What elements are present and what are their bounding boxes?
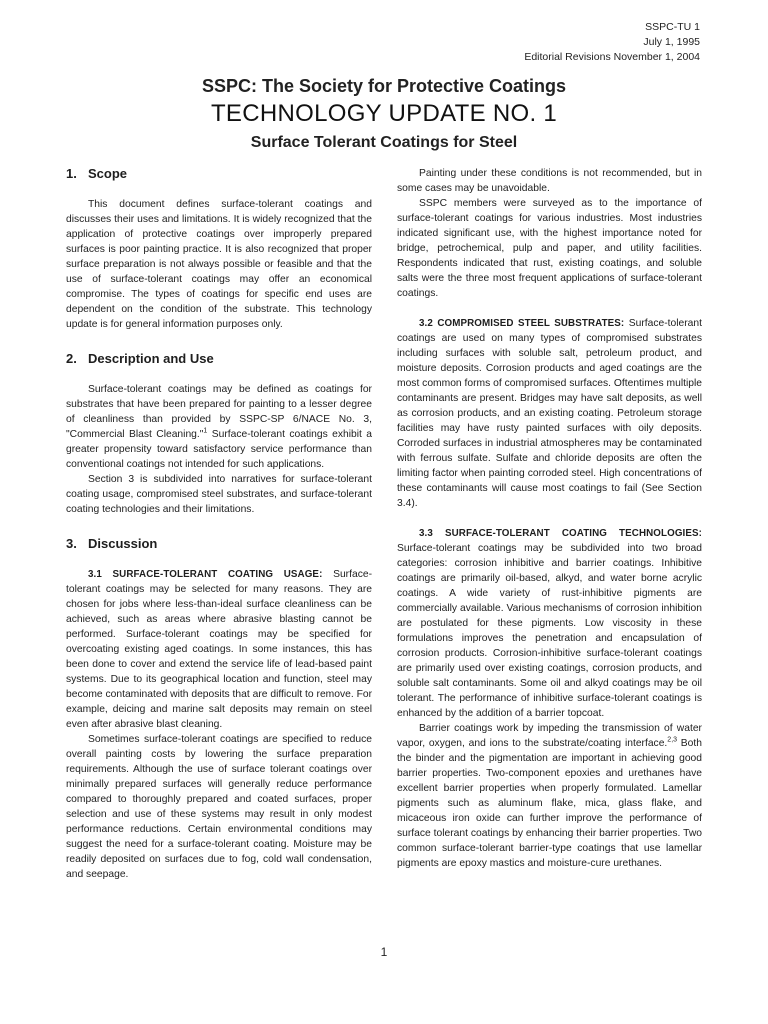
subsection-heading-3-3: 3.3 SURFACE-TOLERANT COATING TECHNOLOGIES: xyxy=(419,528,702,539)
description-text-cont: Surface-tolerant coatings exhibit a greater propensity toward satisfactory service performance than conventional coatings not intended for such applications. xyxy=(66,429,372,470)
description-paragraph-2: Section 3 is subdivided into narratives for surface-tolerant coating usage, compromised steel substrates, and surface-tolerant coating technologies and their limitations. xyxy=(66,474,372,515)
subsection-text: Barrier coatings work by impeding the transmission of water vapor, oxygen, and ions to the substrate/coating interface. xyxy=(397,723,702,749)
page-number: 1 xyxy=(380,945,388,959)
section-heading-description xyxy=(66,351,372,367)
footnote-ref: 2,3 xyxy=(667,736,678,744)
document-title: TECHNOLOGY UPDATE NO. 1 xyxy=(210,100,558,127)
subsection-3-1-paragraph-4: SSPC members were surveyed as to the importance of surface-tolerant coatings for various industries. Most industries indicated significant use, with the highest importance noted for bridge, petrochemical, pulp and paper, and utility facilities. Respondents indicated that rust, existing coatings, and soluble salts were the three most frequent applications of surface-tolerant coatings. xyxy=(397,198,702,299)
organization-title: SSPC: The Society for Protective Coatings xyxy=(201,76,567,96)
section-heading-scope xyxy=(66,166,372,182)
scope-paragraph: This document defines surface-tolerant coatings and discusses their uses and limitations. It is widely recognized that the application of protective coatings over improperly prepared surfaces is poor painting practice. It is also recognized that proper surface preparation is not always possible or feasible and that the use of surface-tolerant coatings may offer an economical compromise. The types of coatings for specific end uses are dependent on the condition of the substrate. This technology update is for general information purposes only. xyxy=(66,199,372,330)
section-number: 2. xyxy=(66,351,77,366)
subsection-3-2-paragraph xyxy=(397,316,702,511)
footnote-ref: 1 xyxy=(203,427,208,435)
subsection-3-1-paragraph-1 xyxy=(66,567,372,732)
document-date: July 1, 1995 xyxy=(643,36,700,48)
description-text: Surface-tolerant coatings may be defined as coatings for substrates that have been prepared for painting to a lesser degree of cleanliness than provided by SSPC-SP 6/NACE No. 3, "Commercial Blast Cleaning." xyxy=(66,384,372,440)
subsection-3-3-paragraph-1 xyxy=(397,526,702,721)
left-column xyxy=(66,166,372,882)
section-title: Description and Use xyxy=(88,351,214,366)
section-number: 3. xyxy=(66,536,77,551)
subsection-text: Surface-tolerant coatings are used on many types of compromised substrates including surfaces with soluble salt, petroleum product, and moisture deposits. Corrosion products and aged coatings are the most common forms of compromised surfaces. Oftentimes multiple contaminants are present. Bridges may have salt deposits, as well as corrosion products, and an existing coating. Petroleum storage facilities may have rusty painted surfaces with oily deposits. Corroded surfaces in industrial atmospheres may be contaminated with ferrous sulfate. Sulfate and chloride deposits are often the limiting factor when painting corroded steel. High concentrations of these contaminants will cause most coatings to fail (See Section 3.4). xyxy=(397,318,702,509)
document-header-meta xyxy=(524,20,700,65)
section-heading-discussion xyxy=(66,536,372,552)
section-number: 1. xyxy=(66,166,77,181)
section-title: Discussion xyxy=(88,536,158,551)
section-title: Scope xyxy=(88,166,128,181)
right-column xyxy=(397,166,702,871)
subsection-text: Surface-tolerant coatings may be selected for many reasons. They are chosen for jobs where less-than-ideal surface cleanliness can be achieved, such as areas where abrasive blasting cannot be performed. Surface-tolerant coatings may be specified for overcoating existing aged coatings. In some instances, this has been done to cover and extend the service life of lead-based paint systems. Due to its geographical location and function, steel may become contaminated with deposits that are difficult to remove. For example, deicing and marine salt deposits may remain on steel even after abrasive blast cleaning. xyxy=(66,569,373,730)
subsection-heading-3-2: 3.2 COMPROMISED STEEL SUBSTRATES: xyxy=(419,318,625,329)
document-id: SSPC-TU 1 xyxy=(645,21,700,33)
description-paragraph-1 xyxy=(66,382,372,472)
subsection-3-1-paragraph-2: Sometimes surface-tolerant coatings are specified to reduce overall painting costs by lowering the surface preparation requirements. Although the use of surface tolerant coatings over minimally prepared surfaces will generally reduce performance compared to thoroughly prepared and coated surfaces, proper selection and use of these systems may result in only modest performance reductions. Certain environmental conditions may suggest the need for a surface-tolerant coating. Moisture may be readily deposited on surfaces due to fog, cold wall condensation, and seepage. xyxy=(66,734,372,880)
subsection-3-1-paragraph-3: Painting under these conditions is not recommended, but in some cases may be unavoidable. xyxy=(397,168,702,194)
subsection-text-cont: Both the binder and the pigmentation are important in achieving good barrier properties. Two-component epoxies and urethanes have excellent barrier properties when properly formulated. Lamellar pigments such as aluminum flake, mica, glass flake, and micaceous iron oxide can further improve the performance of surface tolerant coatings by enhancing their barrier properties. Two common surface-tolerant barrier-type coatings that use lamellar pigments are epoxy mastics and moisture-cure urethanes. xyxy=(397,738,702,869)
document-subtitle: Surface Tolerant Coatings for Steel xyxy=(250,134,518,151)
subsection-text: Surface-tolerant coatings may be subdivided into two broad categories: corrosion inhibitive and barrier coatings. Inhibitive coatings are primarily oil-based, alkyd, and water borne acrylic coatings. A wide variety of rust-inhibitive pigments are commercially available. Various mechanisms of corrosion inhibition are postulated for these pigments. Low viscosity in these formulations improves the penetration and encapsulation of corrosion products. Corrosion-inhibitive surface-tolerant coatings are primarily used over existing coatings, corrosion products, and soluble salt contaminants. Some oil and alkyd coatings may be oil tolerant. The performance of inhibitive surface-tolerant coatings is enhanced by the addition of a barrier topcoat. xyxy=(397,543,702,719)
subsection-heading-3-1: 3.1 SURFACE-TOLERANT COATING USAGE: xyxy=(88,569,323,580)
revision-note: Editorial Revisions November 1, 2004 xyxy=(524,51,700,63)
subsection-3-3-paragraph-2 xyxy=(397,721,702,871)
